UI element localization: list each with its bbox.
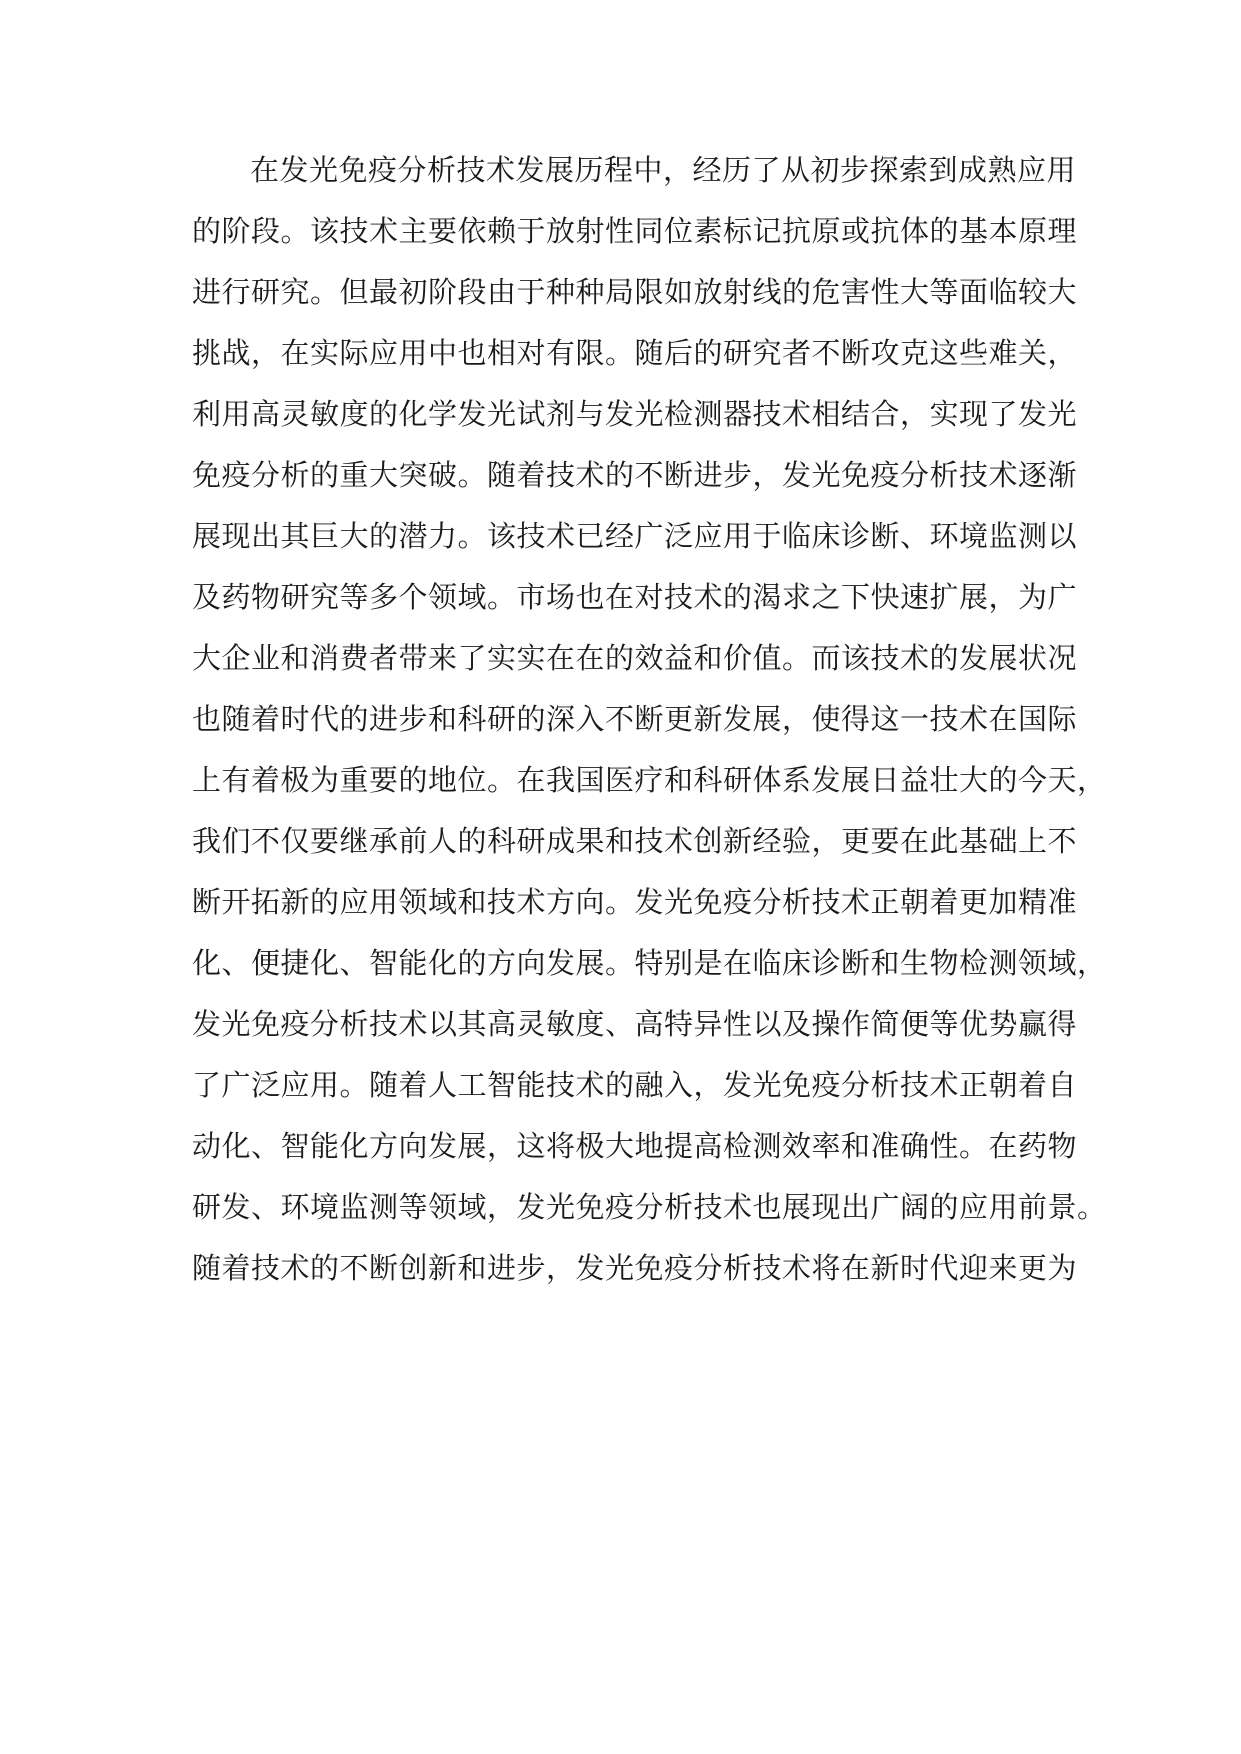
paragraph-line: 进行研究。但最初阶段由于种种局限如放射线的危害性大等面临较大 bbox=[192, 275, 1078, 309]
paragraph-line: 大企业和消费者带来了实实在在的效益和价值。而该技术的发展状况 bbox=[192, 641, 1078, 675]
paragraph-line: 发光免疫分析技术以其高灵敏度、高特异性以及操作简便等优势赢得 bbox=[192, 1007, 1078, 1041]
paragraph-line: 化、便捷化、智能化的方向发展。特别是在临床诊断和生物检测领域， bbox=[192, 946, 1107, 980]
paragraph-line: 免疫分析的重大突破。随着技术的不断进步，发光免疫分析技术逐渐 bbox=[192, 458, 1078, 492]
paragraph-line: 我们不仅要继承前人的科研成果和技术创新经验，更要在此基础上不 bbox=[192, 824, 1078, 858]
paragraph-line: 的阶段。该技术主要依赖于放射性同位素标记抗原或抗体的基本原理 bbox=[192, 214, 1078, 248]
paragraph-line: 挑战，在实际应用中也相对有限。随后的研究者不断攻克这些难关， bbox=[192, 336, 1078, 370]
body-paragraph bbox=[192, 140, 1107, 1299]
paragraph-line: 随着技术的不断创新和进步，发光免疫分析技术将在新时代迎来更为 bbox=[192, 1251, 1078, 1285]
paragraph-line: 动化、智能化方向发展，这将极大地提高检测效率和准确性。在药物 bbox=[192, 1129, 1078, 1163]
paragraph-line: 断开拓新的应用领域和技术方向。发光免疫分析技术正朝着更加精准 bbox=[192, 885, 1078, 919]
paragraph-line: 研发、环境监测等领域，发光免疫分析技术也展现出广阔的应用前景。 bbox=[192, 1190, 1107, 1224]
paragraph-line: 也随着时代的进步和科研的深入不断更新发展，使得这一技术在国际 bbox=[192, 702, 1078, 736]
paragraph-line: 利用高灵敏度的化学发光试剂与发光检测器技术相结合，实现了发光 bbox=[192, 397, 1078, 431]
paragraph-line: 上有着极为重要的地位。在我国医疗和科研体系发展日益壮大的今天， bbox=[192, 763, 1107, 797]
paragraph-line: 及药物研究等多个领域。市场也在对技术的渴求之下快速扩展，为广 bbox=[192, 580, 1078, 614]
paragraph-line: 了广泛应用。随着人工智能技术的融入，发光免疫分析技术正朝着自 bbox=[192, 1068, 1078, 1102]
paragraph-line: 在发光免疫分析技术发展历程中，经历了从初步探索到成熟应用 bbox=[250, 153, 1077, 187]
paragraph-line: 展现出其巨大的潜力。该技术已经广泛应用于临床诊断、环境监测以 bbox=[192, 519, 1078, 553]
